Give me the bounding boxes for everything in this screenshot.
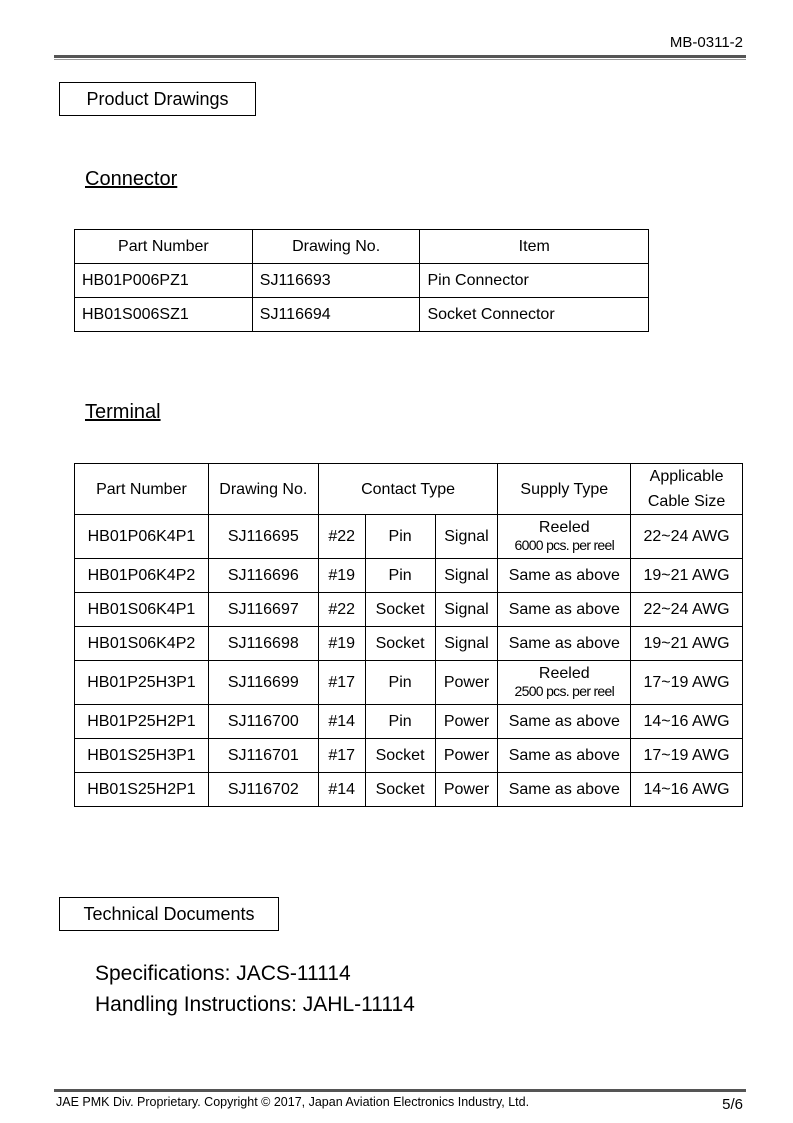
- handling-instructions-line: Handling Instructions: JAHL-11114: [95, 993, 415, 1016]
- drawing-no-cell: SJ116698: [208, 627, 318, 661]
- cable-size-cell: 17~19 AWG: [631, 739, 743, 773]
- supply-type-cell: [498, 515, 631, 559]
- cable-size-header-line-2: Cable Size: [647, 493, 726, 510]
- connector-header-item: Item: [420, 230, 649, 264]
- header-rule: [54, 55, 746, 58]
- cable-size-cell: 14~16 AWG: [631, 773, 743, 807]
- footer-rule: [54, 1089, 746, 1092]
- contact-use-cell: Power: [435, 773, 498, 807]
- supply-type-line-1: Reeled: [538, 519, 590, 536]
- contact-kind-cell: Socket: [365, 593, 435, 627]
- part-number-cell: HB01S25H3P1: [75, 739, 209, 773]
- table-row: [75, 773, 743, 807]
- table-row: [75, 298, 649, 332]
- footer-copyright: JAE PMK Div. Proprietary. Copyright © 2017, Japan Aviation Electronics Industry, Ltd.: [56, 1095, 530, 1109]
- drawing-no-cell: SJ116697: [208, 593, 318, 627]
- part-number-cell: HB01S06K4P2: [75, 627, 209, 661]
- table-row: [75, 705, 743, 739]
- contact-use-cell: Power: [435, 661, 498, 705]
- supply-type-line-2: 6000 pcs. per reel: [514, 537, 615, 553]
- connector-header-row: [75, 230, 649, 264]
- drawing-no-cell: SJ116696: [208, 559, 318, 593]
- supply-type-cell: Same as above: [498, 627, 631, 661]
- terminal-header-cable-size: [631, 464, 743, 515]
- contact-kind-cell: Pin: [365, 705, 435, 739]
- supply-type-cell: Same as above: [498, 559, 631, 593]
- part-number-cell: HB01P25H3P1: [75, 661, 209, 705]
- supply-type-line-1: Reeled: [538, 665, 590, 682]
- part-number-cell: HB01S006SZ1: [75, 298, 253, 332]
- contact-size-cell: #17: [318, 661, 365, 705]
- terminal-header-row: [75, 464, 743, 515]
- supply-type-line-2: 2500 pcs. per reel: [514, 683, 615, 699]
- table-row: [75, 739, 743, 773]
- contact-kind-cell: Pin: [365, 515, 435, 559]
- cable-size-cell: 22~24 AWG: [631, 593, 743, 627]
- contact-size-cell: #22: [318, 593, 365, 627]
- supply-type-cell: Same as above: [498, 593, 631, 627]
- terminal-title: Terminal: [85, 401, 161, 423]
- terminal-header-drawing-no: Drawing No.: [208, 464, 318, 515]
- drawing-no-cell: SJ116700: [208, 705, 318, 739]
- contact-size-cell: #19: [318, 627, 365, 661]
- terminal-header-supply-type: Supply Type: [498, 464, 631, 515]
- part-number-cell: HB01P006PZ1: [75, 264, 253, 298]
- terminal-header-contact-type: Contact Type: [318, 464, 498, 515]
- contact-use-cell: Power: [435, 705, 498, 739]
- page-number: 5/6: [722, 1096, 743, 1113]
- table-row: [75, 661, 743, 705]
- supply-type-cell: Same as above: [498, 773, 631, 807]
- specifications-line: Specifications: JACS-11114: [95, 962, 351, 985]
- connector-title: Connector: [85, 168, 178, 190]
- drawing-no-cell: SJ116699: [208, 661, 318, 705]
- header-rule-thin: [54, 59, 746, 60]
- contact-use-cell: Power: [435, 739, 498, 773]
- contact-kind-cell: Pin: [365, 559, 435, 593]
- contact-size-cell: #19: [318, 559, 365, 593]
- item-cell: Pin Connector: [420, 264, 649, 298]
- product-drawings-label: Product Drawings: [59, 82, 256, 116]
- supply-type-cell: Same as above: [498, 705, 631, 739]
- contact-size-cell: #22: [318, 515, 365, 559]
- connector-header-drawing-no: Drawing No.: [252, 230, 420, 264]
- contact-use-cell: Signal: [435, 627, 498, 661]
- contact-kind-cell: Socket: [365, 739, 435, 773]
- part-number-cell: HB01S06K4P1: [75, 593, 209, 627]
- contact-kind-cell: Socket: [365, 773, 435, 807]
- drawing-no-cell: SJ116694: [252, 298, 420, 332]
- document-number: MB-0311-2: [669, 34, 743, 51]
- drawing-no-cell: SJ116695: [208, 515, 318, 559]
- contact-use-cell: Signal: [435, 593, 498, 627]
- drawing-no-cell: SJ116702: [208, 773, 318, 807]
- cable-size-cell: 14~16 AWG: [631, 705, 743, 739]
- terminal-header-part-number: Part Number: [75, 464, 209, 515]
- contact-use-cell: Signal: [435, 515, 498, 559]
- table-row: [75, 593, 743, 627]
- cable-size-cell: 19~21 AWG: [631, 627, 743, 661]
- contact-kind-cell: Socket: [365, 627, 435, 661]
- table-row: [75, 559, 743, 593]
- item-cell: Socket Connector: [420, 298, 649, 332]
- contact-size-cell: #14: [318, 705, 365, 739]
- part-number-cell: HB01S25H2P1: [75, 773, 209, 807]
- cable-size-header-line-1: Applicable: [649, 468, 724, 485]
- contact-size-cell: #14: [318, 773, 365, 807]
- contact-use-cell: Signal: [435, 559, 498, 593]
- connector-header-part-number: Part Number: [75, 230, 253, 264]
- technical-documents-label: Technical Documents: [59, 897, 279, 931]
- connector-table: [74, 229, 649, 332]
- part-number-cell: HB01P06K4P2: [75, 559, 209, 593]
- cable-size-cell: 19~21 AWG: [631, 559, 743, 593]
- supply-type-cell: Same as above: [498, 739, 631, 773]
- drawing-no-cell: SJ116693: [252, 264, 420, 298]
- supply-type-cell: [498, 661, 631, 705]
- cable-size-cell: 22~24 AWG: [631, 515, 743, 559]
- terminal-table: [74, 463, 743, 807]
- drawing-no-cell: SJ116701: [208, 739, 318, 773]
- table-row: [75, 627, 743, 661]
- table-row: [75, 515, 743, 559]
- contact-size-cell: #17: [318, 739, 365, 773]
- part-number-cell: HB01P25H2P1: [75, 705, 209, 739]
- table-row: [75, 264, 649, 298]
- contact-kind-cell: Pin: [365, 661, 435, 705]
- part-number-cell: HB01P06K4P1: [75, 515, 209, 559]
- cable-size-cell: 17~19 AWG: [631, 661, 743, 705]
